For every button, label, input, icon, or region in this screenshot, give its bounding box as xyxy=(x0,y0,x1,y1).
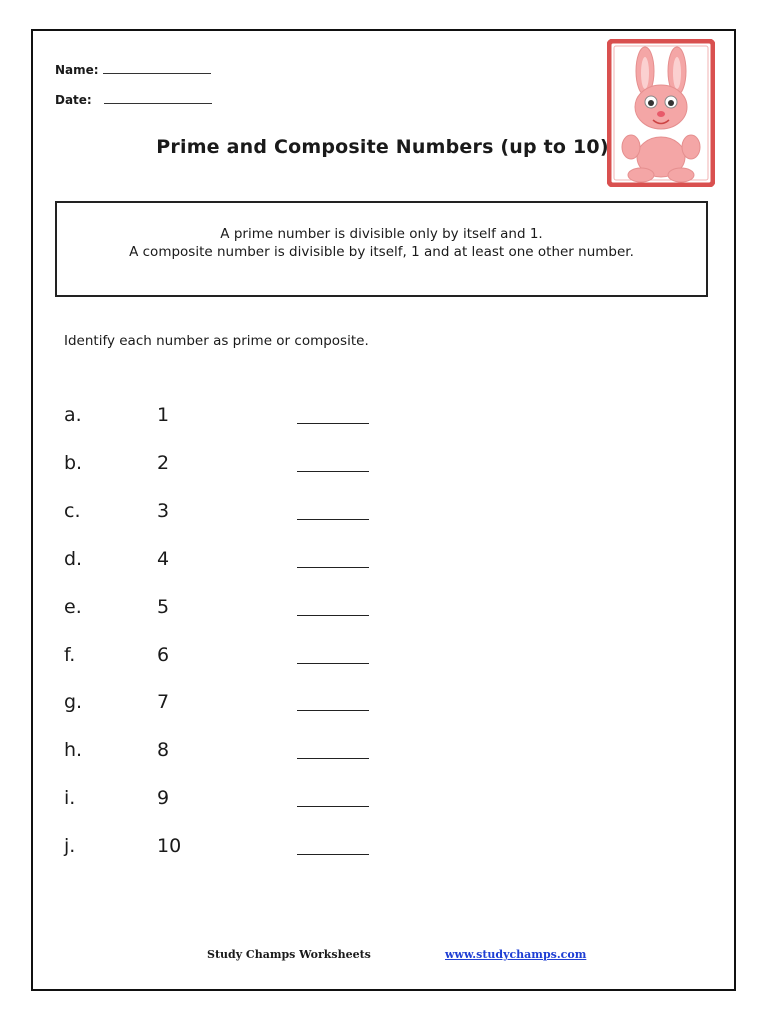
footer-link[interactable]: www.studychamps.com xyxy=(445,948,587,961)
problem-letter: g. xyxy=(64,691,83,714)
name-field[interactable] xyxy=(55,63,211,77)
problem-number: 10 xyxy=(157,835,182,858)
instruction-text: Identify each number as prime or composite. xyxy=(64,333,369,349)
problem-letter: f. xyxy=(64,643,76,666)
problem-number: 4 xyxy=(157,547,170,570)
problem-number: 1 xyxy=(157,404,170,426)
answer-blank[interactable] xyxy=(297,471,369,472)
answer-blank[interactable] xyxy=(297,758,369,759)
answer-blank[interactable] xyxy=(297,854,369,855)
answer-blank[interactable] xyxy=(297,519,369,520)
page-title: Prime and Composite Numbers (up to 10) xyxy=(156,136,609,158)
problem-letter: i. xyxy=(64,787,76,810)
prime-definition: A prime number is divisible only by itself and 1. xyxy=(220,226,543,242)
date-label: Date: xyxy=(55,93,92,107)
answer-blank[interactable] xyxy=(297,663,369,664)
answer-blank[interactable] xyxy=(297,710,369,711)
answer-blank[interactable] xyxy=(297,423,369,424)
problem-number: 8 xyxy=(157,739,170,762)
bunny-mascot-icon xyxy=(607,39,715,187)
date-field[interactable] xyxy=(55,93,212,107)
problem-letter: c. xyxy=(64,499,81,522)
name-line[interactable] xyxy=(103,63,211,74)
problem-number: 7 xyxy=(157,691,170,714)
problem-letter: a. xyxy=(64,404,82,426)
problem-letter: e. xyxy=(64,595,82,618)
composite-definition: A composite number is divisible by itself, 1 and at least one other number. xyxy=(129,244,634,260)
problem-number: 6 xyxy=(157,643,170,666)
problem-letter: b. xyxy=(64,451,83,474)
problem-number: 5 xyxy=(157,595,170,618)
problem-number: 3 xyxy=(157,499,170,522)
answer-blank[interactable] xyxy=(297,567,369,568)
definition-box xyxy=(55,201,708,297)
problem-letter: j. xyxy=(64,835,76,858)
answer-blank[interactable] xyxy=(297,615,369,616)
problem-number: 9 xyxy=(157,787,170,810)
answer-blank[interactable] xyxy=(297,806,369,807)
problem-letter: d. xyxy=(64,547,83,570)
footer-brand: Study Champs Worksheets xyxy=(207,948,371,961)
problem-number: 2 xyxy=(157,451,170,474)
problem-letter: h. xyxy=(64,739,83,762)
name-label: Name: xyxy=(55,63,99,77)
date-line[interactable] xyxy=(104,93,212,104)
